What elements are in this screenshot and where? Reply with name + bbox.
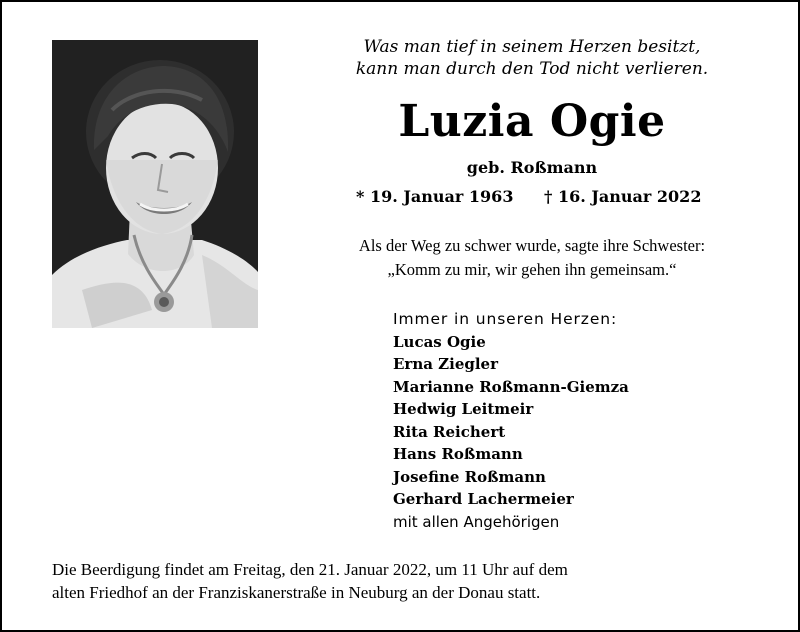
mourner-name: Hedwig Leitmeir <box>393 400 534 418</box>
maiden-name: geb. Roßmann <box>466 158 598 177</box>
sister-quote-line: Als der Weg zu schwer wurde, sagte ihre Schwester: <box>358 236 706 255</box>
opening-quote-line: Was man tief in seinem Herzen besitzt, <box>363 37 701 57</box>
mourner-name: Josefine Roßmann <box>393 467 546 486</box>
sister-quote-line: „Komm zu mir, wir gehen ihn gemeinsam.“ <box>387 260 677 279</box>
portrait-photo <box>52 40 258 328</box>
sister-quote <box>292 234 772 282</box>
deceased-name: Luzia Ogie <box>398 96 666 147</box>
funeral-line: alten Friedhof an der Franziskanerstraße in Neuburg an der Donau statt. <box>52 583 541 602</box>
mourner-name: Gerhard Lachermeier <box>393 490 574 508</box>
mourners-heading: Immer in unseren Herzen: <box>393 310 618 328</box>
mourner-name: Marianne Roßmann-Giemza <box>393 377 629 396</box>
opening-quote-line: kann man durch den Tod nicht verlieren. <box>355 59 709 79</box>
mourner-name: Hans Roßmann <box>393 445 523 463</box>
mourner-name: Erna Ziegler <box>393 355 499 373</box>
funeral-line: Die Beerdigung findet am Freitag, den 21. Januar 2022, um 11 Uhr auf dem <box>52 560 568 579</box>
funeral-announcement <box>52 558 772 604</box>
mourner-name: Lucas Ogie <box>393 332 486 351</box>
death-date: † 16. Januar 2022 <box>544 187 702 206</box>
opening-quote <box>292 36 772 80</box>
birth-date: * 19. Januar 1963 <box>356 187 514 206</box>
mourner-name: Rita Reichert <box>393 422 506 441</box>
mourners-list <box>393 308 773 533</box>
mourners-closing: mit allen Angehörigen <box>393 512 560 531</box>
